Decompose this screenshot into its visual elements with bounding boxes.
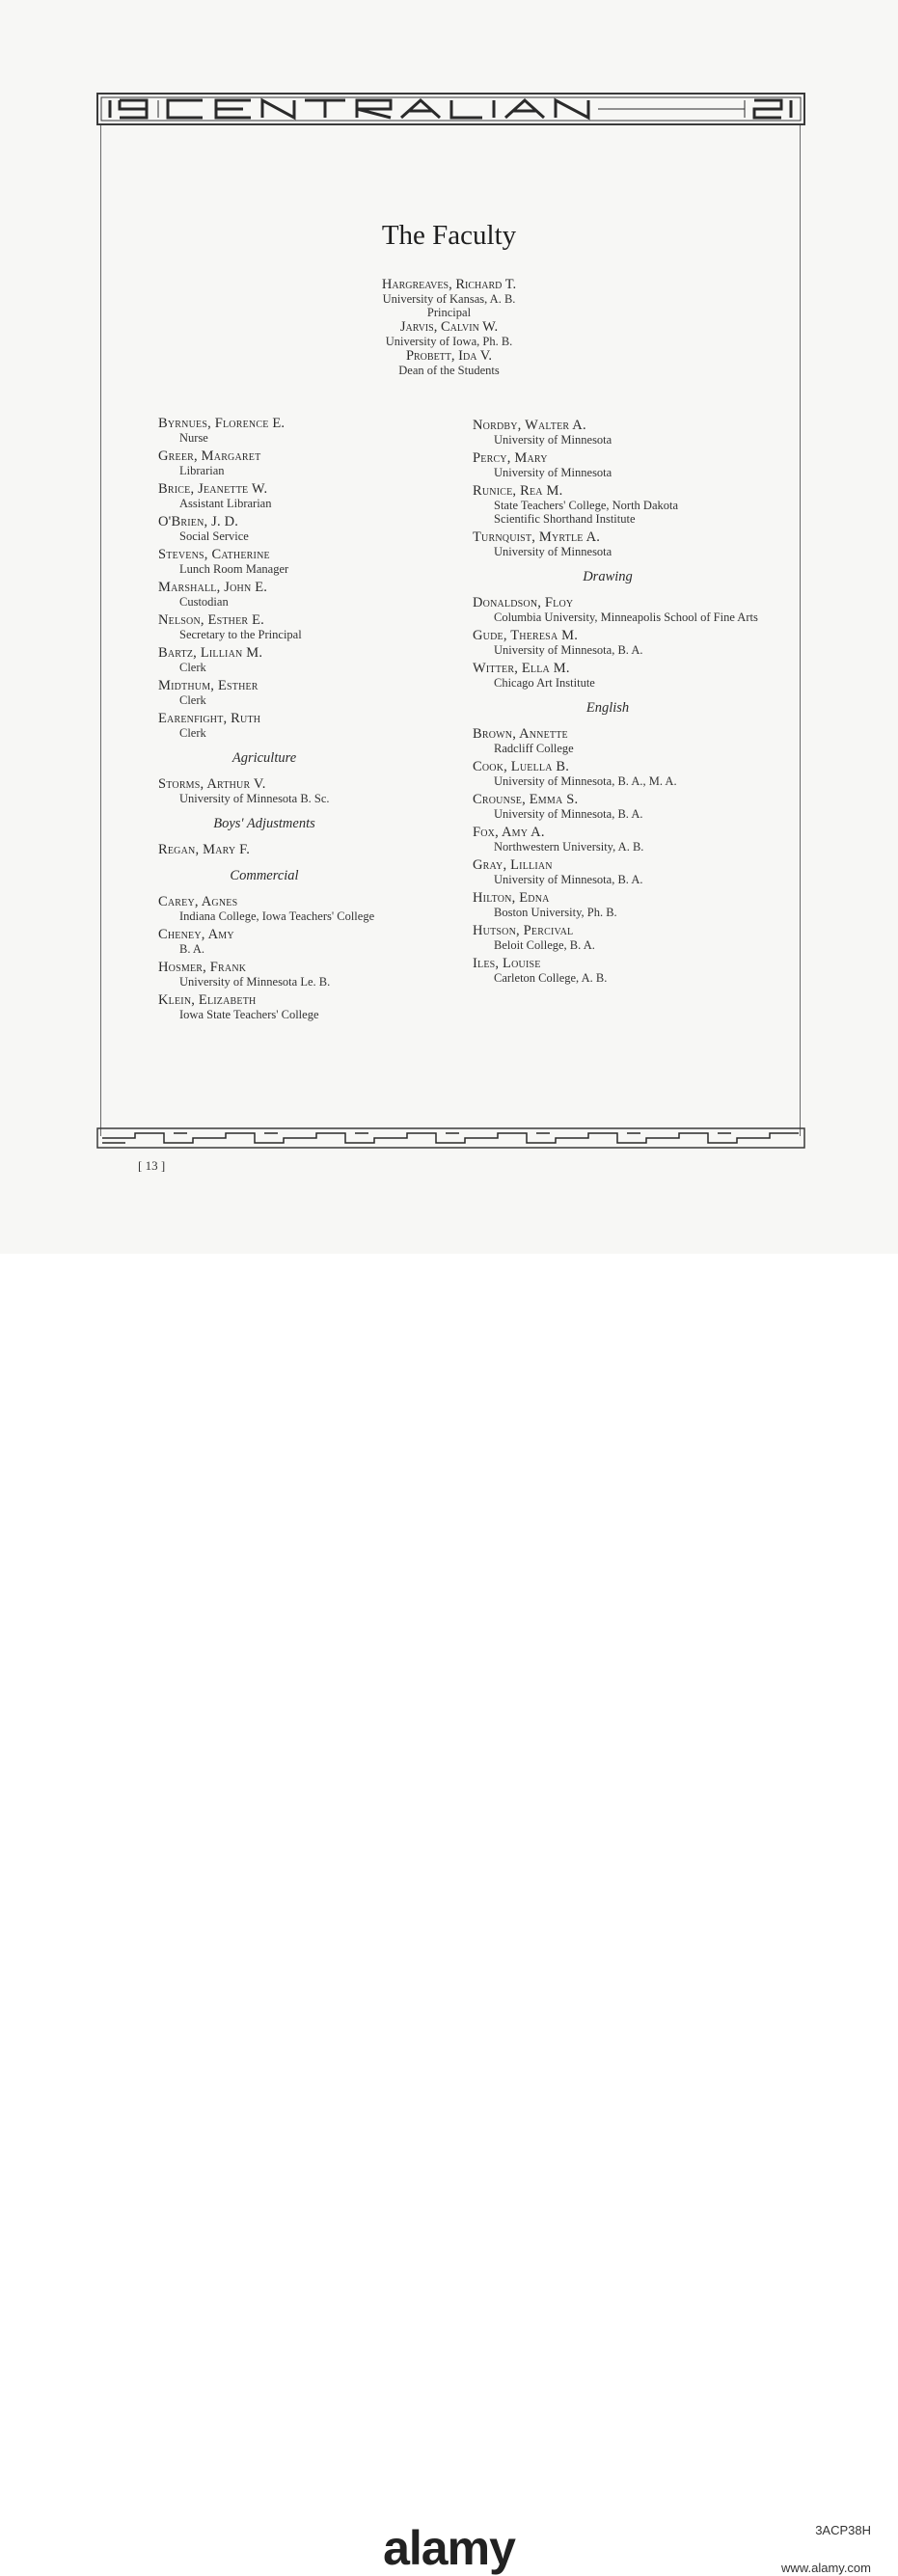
faculty-name: Brown, Annette: [473, 726, 568, 742]
faculty-name: Donaldson, Floy: [473, 595, 574, 610]
faculty-detail: University of Minnesota: [494, 433, 612, 447]
faculty-detail: Northwestern University, A. B.: [494, 840, 644, 854]
faculty-name: Storms, Arthur V.: [158, 776, 266, 792]
faculty-detail: Clerk: [179, 693, 206, 707]
faculty-name: Nelson, Esther E.: [158, 612, 264, 628]
faculty-entry: [473, 923, 781, 952]
faculty-name: Greer, Margaret: [158, 448, 261, 464]
faculty-detail: Iowa State Teachers' College: [179, 1008, 319, 1021]
leader-detail: University of Iowa, Ph. B.: [385, 335, 513, 348]
faculty-name: Runice, Rea M.: [473, 483, 563, 499]
faculty-entry: [473, 450, 781, 479]
page-title: The Faculty: [381, 220, 517, 251]
leader-entry: [0, 348, 898, 377]
faculty-name: Earenfight, Ruth: [158, 711, 261, 726]
faculty-name: Marshall, John E.: [158, 580, 268, 595]
faculty-detail: B. A.: [179, 942, 205, 956]
faculty-detail: University of Minnesota Le. B.: [179, 975, 331, 989]
faculty-detail: University of Minnesota, B. A.: [494, 807, 643, 821]
faculty-name: Cook, Luella B.: [473, 759, 570, 774]
faculty-name: O'Brien, J. D.: [158, 514, 239, 529]
faculty-entry: [158, 645, 448, 674]
faculty-detail: Columbia University, Minneapolis School of Fine Arts: [494, 610, 758, 624]
faculty-name: Gray, Lillian: [473, 857, 553, 873]
faculty-name: Iles, Louise: [473, 956, 541, 971]
faculty-entry: [158, 894, 448, 923]
faculty-entry: [473, 418, 781, 447]
faculty-entry: [158, 547, 448, 576]
faculty-detail: University of Minnesota B. Sc.: [179, 792, 330, 805]
faculty-name: Fox, Amy A.: [473, 825, 545, 840]
leadership-list: [0, 277, 898, 377]
faculty-detail: University of Minnesota, B. A.: [494, 643, 643, 657]
faculty-detail: Indiana College, Iowa Teachers' College: [179, 909, 375, 923]
faculty-name: Regan, Mary F.: [158, 842, 251, 857]
leader-detail: University of Kansas, A. B.: [382, 292, 516, 306]
faculty-name: Midthum, Esther: [158, 678, 259, 693]
faculty-name: Cheney, Amy: [158, 927, 234, 942]
faculty-detail: Chicago Art Institute: [494, 676, 595, 690]
faculty-entry: [158, 514, 448, 543]
faculty-detail: Scientific Shorthand Institute: [494, 512, 636, 526]
section-heading-boys-adjustments: Boys' Adjustments: [213, 816, 315, 831]
faculty-detail: University of Minnesota, B. A.: [494, 873, 643, 886]
faculty-detail: Clerk: [179, 661, 206, 674]
faculty-name: Hutson, Percival: [473, 923, 574, 938]
faculty-entry: [473, 956, 781, 985]
faculty-entry: [158, 416, 448, 445]
faculty-entry: [158, 960, 448, 989]
section-heading-agriculture: Agriculture: [231, 750, 297, 766]
faculty-entry: [473, 726, 781, 755]
faculty-name: Hosmer, Frank: [158, 960, 247, 975]
faculty-entry: [473, 759, 781, 788]
faculty-detail: Custodian: [179, 595, 229, 609]
watermark-brand: alamy: [383, 2521, 515, 2575]
leader-name: Probett, Ida V.: [405, 348, 493, 364]
faculty-detail: Beloit College, B. A.: [494, 938, 595, 952]
watermark-url: www.alamy.com: [781, 2561, 871, 2575]
faculty-detail: University of Minnesota: [494, 466, 612, 479]
leader-name: Hargreaves, Richard T.: [381, 277, 517, 292]
faculty-name: Stevens, Catherine: [158, 547, 270, 562]
faculty-left-column: [158, 416, 448, 1025]
faculty-entry: [473, 890, 781, 919]
watermark-footer: [0, 1254, 898, 2575]
faculty-name: Percy, Mary: [473, 450, 548, 466]
faculty-name: Witter, Ella M.: [473, 661, 570, 676]
faculty-name: Carey, Agnes: [158, 894, 238, 909]
faculty-entry: [473, 628, 781, 657]
section-heading-english: English: [585, 700, 630, 716]
faculty-detail: Nurse: [179, 431, 208, 445]
faculty-entry: [158, 711, 448, 740]
faculty-detail: Clerk: [179, 726, 206, 740]
leader-entry: [0, 319, 898, 348]
faculty-name: Byrnues, Florence E.: [158, 416, 286, 431]
faculty-entry: [158, 992, 448, 1021]
section-heading-commercial: Commercial: [230, 868, 299, 883]
faculty-entry: [158, 842, 448, 857]
faculty-entry: [473, 661, 781, 690]
faculty-entry: [158, 678, 448, 707]
leader-name: Jarvis, Calvin W.: [399, 319, 499, 335]
faculty-name: Hilton, Edna: [473, 890, 550, 906]
faculty-entry: [158, 580, 448, 609]
page-number: [ 13 ]: [138, 1158, 166, 1173]
ornamental-bottom-border: [96, 1126, 805, 1150]
faculty-detail: Assistant Librarian: [179, 497, 272, 510]
faculty-entry: [473, 825, 781, 854]
leader-entry: [0, 277, 898, 319]
faculty-detail: Carleton College, A. B.: [494, 971, 608, 985]
faculty-name: Brice, Jeanette W.: [158, 481, 268, 497]
faculty-entry: [473, 857, 781, 886]
faculty-entry: [473, 483, 781, 526]
faculty-detail: Radcliff College: [494, 742, 574, 755]
faculty-name: Turnquist, Myrtle A.: [473, 529, 601, 545]
section-heading-drawing: Drawing: [583, 569, 633, 584]
faculty-detail: University of Minnesota, B. A., M. A.: [494, 774, 677, 788]
leader-detail: Dean of the Students: [398, 364, 500, 377]
faculty-name: Klein, Elizabeth: [158, 992, 257, 1008]
faculty-entry: [158, 612, 448, 641]
faculty-detail: Social Service: [179, 529, 249, 543]
faculty-entry: [473, 595, 781, 624]
faculty-name: Crounse, Emma S.: [473, 792, 579, 807]
faculty-detail: Librarian: [179, 464, 225, 477]
leader-title: Principal: [426, 306, 472, 319]
faculty-name: Nordby, Walter A.: [473, 418, 586, 433]
faculty-entry: [158, 927, 448, 956]
watermark-stock-id: 3ACP38H: [815, 2523, 871, 2537]
faculty-detail: Lunch Room Manager: [179, 562, 289, 576]
faculty-entry: [158, 481, 448, 510]
faculty-detail: University of Minnesota: [494, 545, 612, 558]
faculty-entry: [158, 448, 448, 477]
centralian-banner-logo: [96, 93, 805, 125]
faculty-right-column: [473, 418, 781, 989]
faculty-entry: [473, 529, 781, 558]
faculty-detail: Boston University, Ph. B.: [494, 906, 617, 919]
faculty-entry: [473, 792, 781, 821]
faculty-detail: Secretary to the Principal: [179, 628, 302, 641]
faculty-name: Bartz, Lillian M.: [158, 645, 263, 661]
faculty-detail: State Teachers' College, North Dakota: [494, 499, 679, 512]
faculty-entry: [158, 776, 448, 805]
faculty-name: Gude, Theresa M.: [473, 628, 579, 643]
yearbook-page: [0, 0, 898, 1254]
